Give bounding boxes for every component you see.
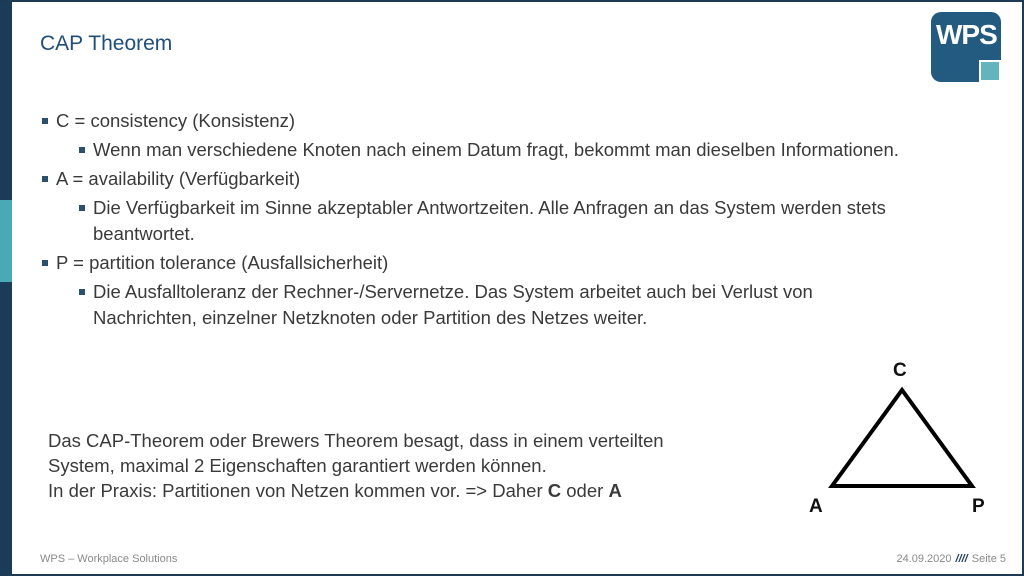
logo-square xyxy=(979,60,1001,82)
left-accent-bar xyxy=(0,0,12,576)
bullet-marker-icon xyxy=(42,176,48,182)
footer-right xyxy=(896,553,1006,565)
summary-line-3-mid: oder xyxy=(561,480,609,501)
bullet-marker-icon xyxy=(79,147,85,153)
wps-logo xyxy=(931,12,1001,82)
summary-line-2: System, maximal 2 Eigenschaften garantiert werden können. xyxy=(48,455,547,476)
footer-company: WPS – Workplace Solutions xyxy=(40,553,178,565)
bullet-label: A = availability (Verfügbarkeit) xyxy=(56,168,301,189)
cap-triangle-diagram xyxy=(800,358,1000,523)
left-accent-highlight xyxy=(0,200,12,282)
triangle-shape xyxy=(832,390,972,486)
bullet-availability xyxy=(40,166,940,192)
summary-line-3-prefix: In der Praxis: Partitionen von Netzen kommen vor. => Daher xyxy=(48,480,548,501)
sub-bullet-text: Wenn man verschiedene Knoten nach einem Datum fragt, bekommt man dieselben Informationen. xyxy=(93,139,899,160)
summary-line-1: Das CAP-Theorem oder Brewers Theorem besagt, dass in einem verteilten xyxy=(48,430,664,451)
summary-line-3 xyxy=(48,478,788,503)
triangle-label-p: P xyxy=(972,496,985,517)
bullet-consistency xyxy=(40,108,940,134)
sub-bullet-availability xyxy=(40,195,920,247)
bullet-label: P = partition tolerance (Ausfallsicherheit) xyxy=(56,252,389,273)
sub-bullet-consistency xyxy=(40,137,920,163)
summary-a: A xyxy=(608,480,622,501)
triangle-label-c: C xyxy=(893,360,907,381)
summary-text xyxy=(48,428,788,503)
footer-separator: //// xyxy=(955,553,968,565)
bullet-marker-icon xyxy=(42,118,48,124)
footer-date: 24.09.2020 xyxy=(896,553,952,565)
bullet-marker-icon xyxy=(42,260,48,266)
slide-title: CAP Theorem xyxy=(40,32,173,55)
triangle-label-a: A xyxy=(809,496,823,517)
bullet-list xyxy=(40,108,940,334)
bullet-marker-icon xyxy=(79,289,85,295)
sub-bullet-text: Die Ausfalltoleranz der Rechner-/Servernetze. Das System arbeitet auch bei Verlust von Nachrichten, einzelner Netzknoten oder Partition des Netzes weiter. xyxy=(93,281,813,328)
frame-top xyxy=(0,0,1024,2)
sub-bullet-text: Die Verfügbarkeit im Sinne akzeptabler Antwortzeiten. Alle Anfragen an das System werden stets beantwortet. xyxy=(93,197,886,244)
bullet-label: C = consistency (Konsistenz) xyxy=(56,110,296,131)
logo-text: WPS xyxy=(936,19,997,50)
bullet-partition-tolerance xyxy=(40,250,940,276)
sub-bullet-partition-tolerance xyxy=(40,279,920,331)
summary-c: C xyxy=(547,480,562,501)
bullet-marker-icon xyxy=(79,205,85,211)
footer-page: Seite 5 xyxy=(971,553,1006,565)
cap-triangle-svg xyxy=(800,358,1000,523)
